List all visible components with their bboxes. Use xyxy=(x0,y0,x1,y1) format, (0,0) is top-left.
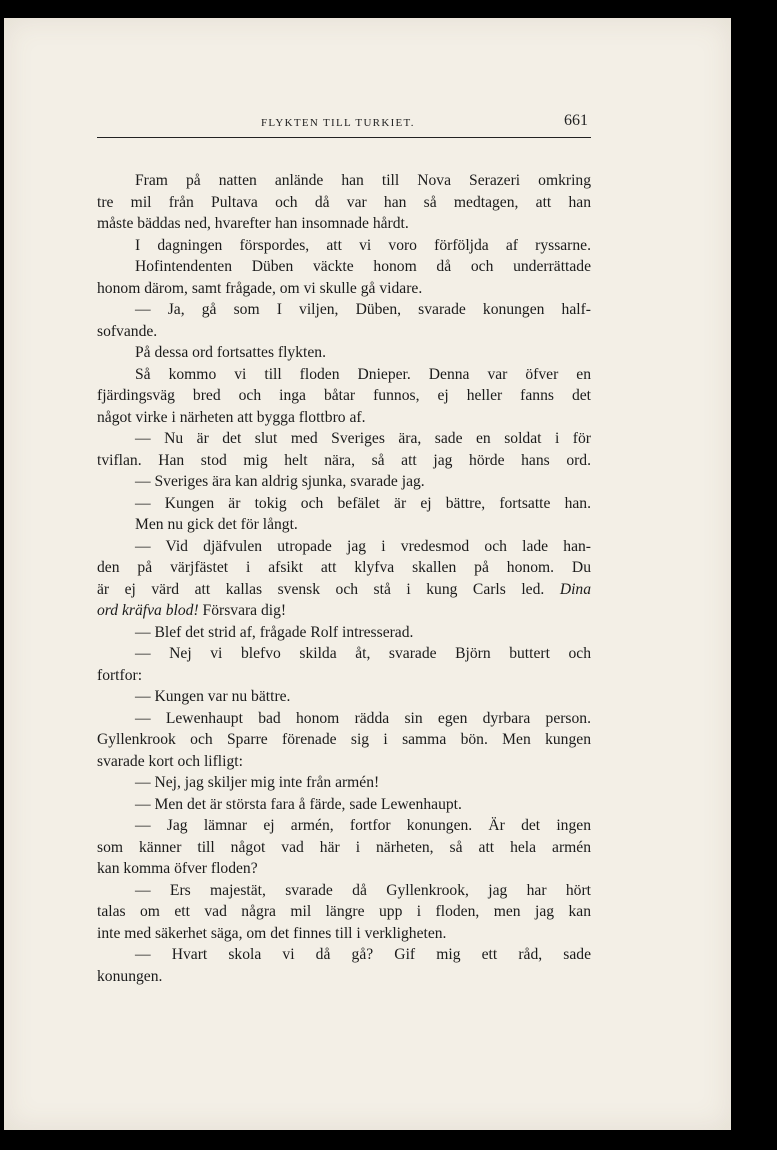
page-header xyxy=(97,112,591,138)
line-text: Så kommo vi till floden Dnieper. Denna var öfver en xyxy=(135,365,591,383)
italic-text: Dina xyxy=(559,580,591,598)
text-line xyxy=(97,643,591,665)
text-line xyxy=(97,923,591,945)
text-line xyxy=(97,342,591,364)
text-line xyxy=(97,729,591,751)
line-text: — Hvart skola vi då gå? Gif mig ett råd, sade xyxy=(135,946,591,963)
line-text: som känner till något vad här i närheten, så att hela armén xyxy=(97,838,591,856)
text-line xyxy=(97,192,591,214)
text-line xyxy=(97,536,591,558)
text-line xyxy=(97,880,591,902)
text-line xyxy=(97,751,591,773)
line-text: är ej värd att kallas svensk och stå i kung Carls led. xyxy=(97,580,560,598)
book-page xyxy=(4,18,731,1130)
line-text: På dessa ord fortsattes flykten. xyxy=(135,344,326,361)
line-text: fortfor: xyxy=(97,666,143,684)
text-line xyxy=(97,944,591,966)
text-line xyxy=(97,966,591,988)
line-text: — Ers majestät, svarade då Gyllenkrook, jag har hört xyxy=(135,881,591,899)
line-text: sofvande. xyxy=(97,322,158,340)
text-line xyxy=(97,235,591,257)
line-text: konungen. xyxy=(97,967,163,985)
text-line xyxy=(97,837,591,859)
line-text: inte med säkerhet säga, om det finnes till i verkligheten. xyxy=(97,924,447,942)
line-text: — Kungen är tokig och befälet är ej bättre, fortsatte han. xyxy=(135,494,591,512)
body-text xyxy=(97,170,591,987)
line-text: — Jag lämnar ej armén, fortfor konungen. Är det ingen xyxy=(135,817,591,834)
text-line xyxy=(97,622,591,644)
line-text: — Men det är största fara å färde, sade Lewenhaupt. xyxy=(135,795,462,813)
text-line xyxy=(97,278,591,300)
line-text: Gyllenkrook och Sparre förenade sig i samma bön. Men kungen xyxy=(97,731,591,748)
text-line xyxy=(97,686,591,708)
text-line xyxy=(97,256,591,278)
line-text: — Nej, jag skiljer mig inte från armén! xyxy=(135,774,380,791)
text-line xyxy=(97,321,591,343)
line-text: — Kungen var nu bättre. xyxy=(135,688,291,705)
text-line xyxy=(97,579,591,601)
text-line xyxy=(97,901,591,923)
text-line xyxy=(97,364,591,386)
page-number: 661 xyxy=(564,112,588,129)
italic-text: ord kräfva blod! xyxy=(97,602,199,619)
line-text: — Nu är det slut med Sveriges ära, sade en soldat i för xyxy=(135,430,591,447)
text-line xyxy=(97,858,591,880)
text-line xyxy=(97,407,591,429)
text-line xyxy=(97,772,591,794)
text-line xyxy=(97,600,591,622)
line-text: — Blef det strid af, frågade Rolf intresserad. xyxy=(135,623,414,641)
line-text: den på värjfästet i afsikt att klyfva skallen på honom. Du xyxy=(97,559,591,576)
line-text: något virke i närheten att bygga flottbro af. xyxy=(97,408,366,426)
line-text: måste bäddas ned, hvarefter han insomnade hårdt. xyxy=(97,215,409,232)
line-text: Hofintendenten Düben väckte honom då och underrättade xyxy=(135,258,591,275)
text-line xyxy=(97,385,591,407)
line-text: talas om ett vad några mil längre upp i floden, men jag kan xyxy=(97,903,591,920)
line-text: I dagningen förspordes, att vi voro förföljda af ryssarne. xyxy=(135,236,591,254)
text-line xyxy=(97,299,591,321)
text-line xyxy=(97,815,591,837)
running-title: FLYKTEN TILL TURKIET. xyxy=(261,117,415,129)
text-line xyxy=(97,708,591,730)
text-line xyxy=(97,428,591,450)
line-text: kan komma öfver floden? xyxy=(97,860,258,877)
line-text: tre mil från Pultava och då var han så medtagen, att han xyxy=(97,193,591,211)
line-text: — Nej vi blefvo skilda åt, svarade Björn buttert och xyxy=(135,645,591,662)
text-line xyxy=(97,450,591,472)
line-text: Fram på natten anlände han till Nova Serazeri omkring xyxy=(135,172,591,189)
line-text: Men nu gick det för långt. xyxy=(135,516,298,533)
text-line xyxy=(97,514,591,536)
line-text: Försvara dig! xyxy=(198,602,287,619)
text-line xyxy=(97,213,591,235)
line-text: — Vid djäfvulen utropade jag i vredesmod och lade han- xyxy=(135,537,591,555)
line-text: — Lewenhaupt bad honom rädda sin egen dyrbara person. xyxy=(135,709,591,727)
line-text: honom därom, samt frågade, om vi skulle gå vidare. xyxy=(97,279,423,297)
line-text: fjärdingsväg bred och inga båtar funnos, ej heller fanns det xyxy=(97,387,591,404)
text-line xyxy=(97,794,591,816)
text-line xyxy=(97,493,591,515)
line-text: svarade kort och lifligt: xyxy=(97,752,243,770)
text-line xyxy=(97,557,591,579)
text-line xyxy=(97,665,591,687)
line-text: — Ja, gå som I viljen, Düben, svarade konungen half- xyxy=(135,301,591,318)
line-text: tviflan. Han stod mig helt nära, så att jag hörde hans ord. xyxy=(97,451,591,469)
line-text: — Sveriges ära kan aldrig sjunka, svarade jag. xyxy=(135,473,425,490)
text-line xyxy=(97,471,591,493)
text-line xyxy=(97,170,591,192)
